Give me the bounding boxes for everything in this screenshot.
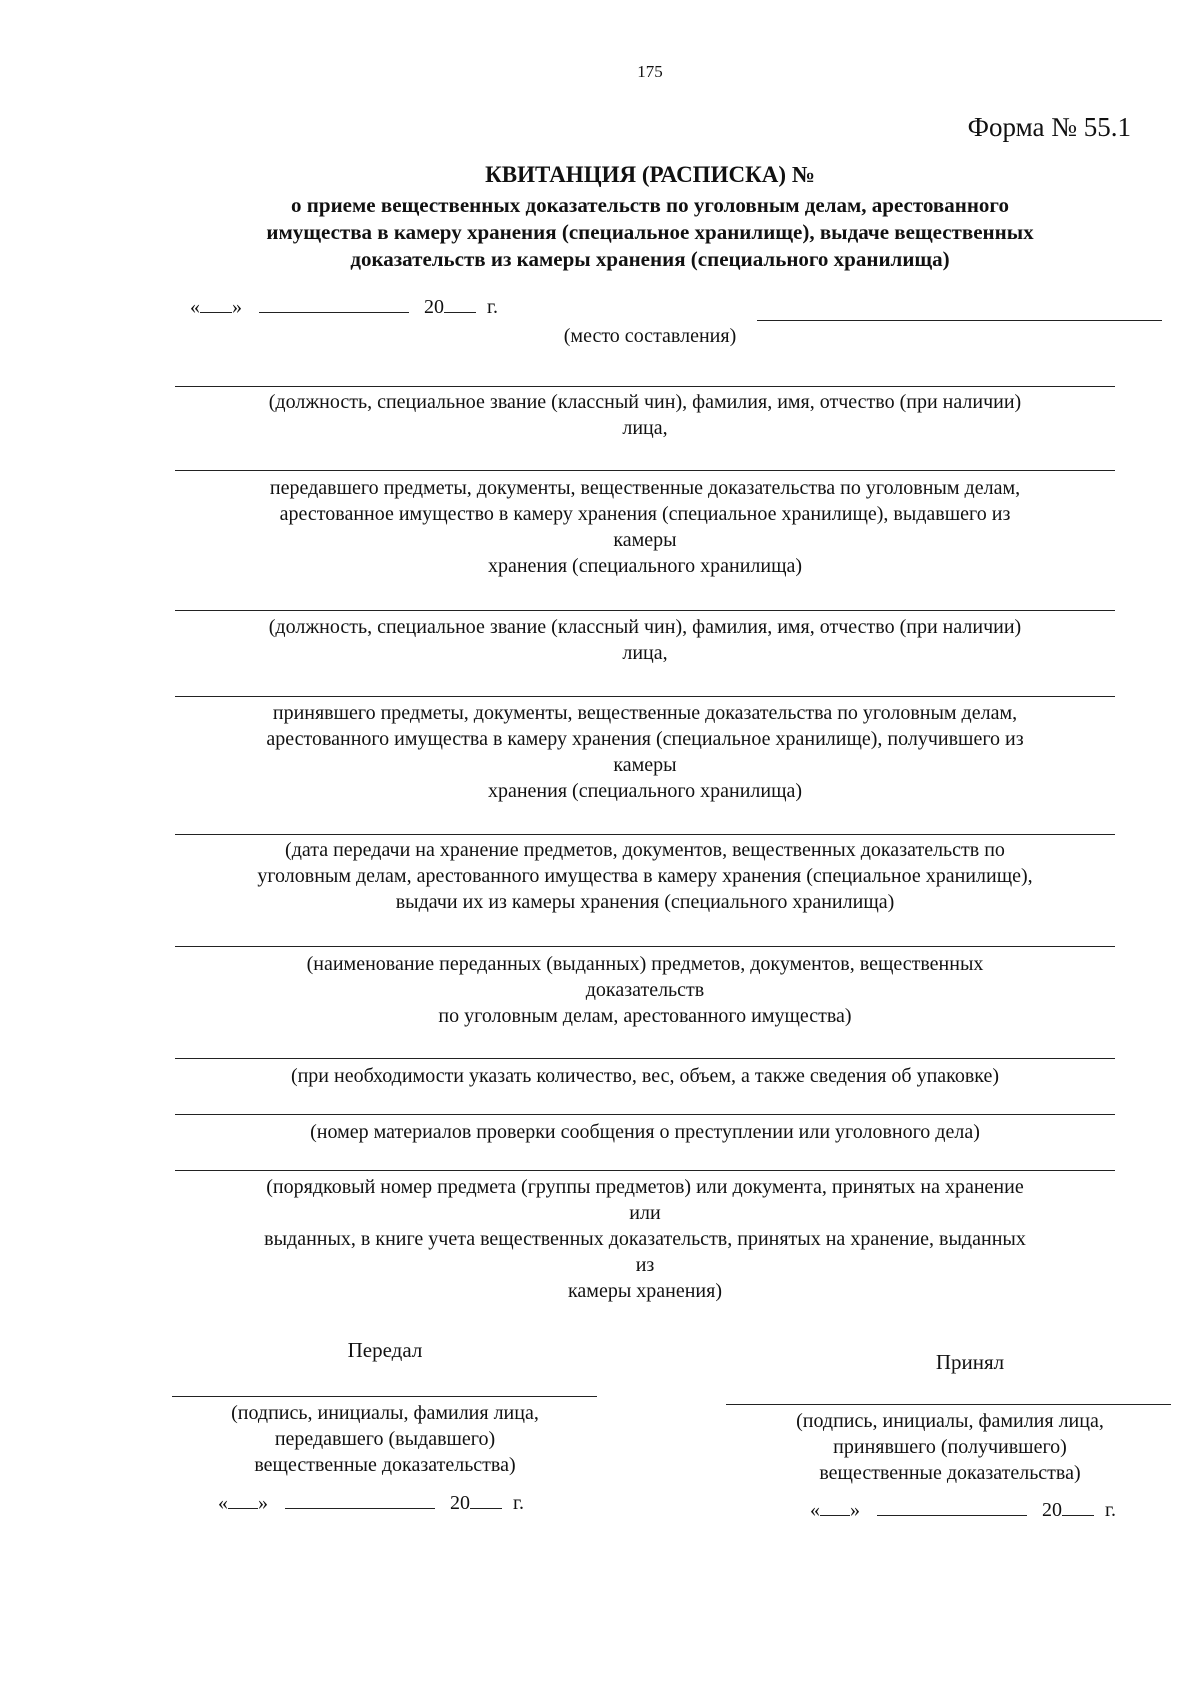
form-number: Форма № 55.1: [967, 112, 1131, 142]
field-caption: [145, 1174, 1145, 1304]
caption-line: из: [635, 1254, 655, 1276]
caption-line: (дата передачи на хранение предметов, документов, вещественных доказательств по: [285, 839, 1005, 861]
caption-line: передавшего предметы, документы, вещественные доказательства по уголовным делам,: [269, 477, 1021, 499]
caption-line: (подпись, инициалы, фамилия лица,: [231, 1402, 539, 1424]
sender-signature-title: Передал: [347, 1338, 423, 1362]
caption-line: камеры: [613, 529, 677, 551]
field-line[interactable]: [175, 386, 1115, 387]
caption-line: хранения (специального хранилища): [487, 780, 803, 802]
year-prefix: 20: [424, 296, 444, 318]
caption-line: лица,: [622, 642, 668, 664]
caption-line: (должность, специальное звание (классный чин), фамилия, имя, отчество (при наличии): [268, 391, 1022, 413]
year-blank[interactable]: [444, 294, 476, 313]
caption-line: камеры хранения): [568, 1280, 722, 1302]
month-blank[interactable]: [877, 1497, 1027, 1516]
caption-line: или: [629, 1202, 661, 1224]
field-caption: [145, 475, 1145, 579]
caption-line: по уголовным делам, арестованного имущества): [438, 1005, 852, 1027]
close-quote: »: [232, 296, 242, 318]
field-line[interactable]: [175, 696, 1115, 697]
caption-line: арестованное имущество в камеру хранения (специальное хранилище), выдавшего из: [279, 503, 1011, 525]
date-line: [190, 294, 498, 319]
receiver-signature-caption: [720, 1408, 1180, 1486]
field-caption: [145, 1119, 1145, 1145]
caption-line: (порядковый номер предмета (группы предметов) или документа, принятых на хранение: [266, 1176, 1024, 1198]
page-number: 175: [637, 62, 663, 81]
place-caption: (место составления): [563, 325, 737, 347]
year-suffix: г.: [1105, 1499, 1116, 1521]
field-line[interactable]: [175, 1114, 1115, 1115]
day-blank[interactable]: [820, 1497, 850, 1516]
caption-line: выданных, в книге учета вещественных доказательств, принятых на хранение, выданных: [264, 1228, 1026, 1250]
field-caption: [145, 700, 1145, 804]
sender-date-line: [218, 1490, 524, 1515]
caption-line: уголовным делам, арестованного имущества в камеру хранения (специальное хранилище),: [257, 865, 1033, 887]
year-blank[interactable]: [470, 1490, 502, 1509]
caption-line: доказательств: [585, 979, 705, 1001]
open-quote: «: [810, 1499, 820, 1521]
open-quote: «: [218, 1492, 228, 1514]
caption-line: (должность, специальное звание (классный чин), фамилия, имя, отчество (при наличии): [268, 616, 1022, 638]
caption-line: вещественные доказательства): [819, 1462, 1081, 1484]
place-blank[interactable]: [757, 320, 1162, 321]
year-suffix: г.: [513, 1492, 524, 1514]
document-subtitle: [150, 192, 1150, 273]
caption-line: (подпись, инициалы, фамилия лица,: [796, 1410, 1104, 1432]
year-blank[interactable]: [1062, 1497, 1094, 1516]
field-caption: [145, 837, 1145, 915]
field-line[interactable]: [175, 610, 1115, 611]
field-caption: [145, 1063, 1145, 1089]
caption-line: принявшего (получившего): [833, 1436, 1067, 1458]
open-quote: «: [190, 296, 200, 318]
day-blank[interactable]: [228, 1490, 258, 1509]
caption-line: передавшего (выдавшего): [274, 1428, 496, 1450]
month-blank[interactable]: [259, 294, 409, 313]
receiver-signature-title: Принял: [935, 1350, 1005, 1374]
year-suffix: г.: [487, 296, 498, 318]
month-blank[interactable]: [285, 1490, 435, 1509]
field-line[interactable]: [175, 470, 1115, 471]
field-caption: [145, 389, 1145, 441]
caption-line: хранения (специального хранилища): [487, 555, 803, 577]
field-line[interactable]: [175, 834, 1115, 835]
field-caption: [145, 951, 1145, 1029]
caption-line: выдачи их из камеры хранения (специального хранилища): [395, 891, 895, 913]
year-prefix: 20: [1042, 1499, 1062, 1521]
subtitle-line: о приеме вещественных доказательств по уголовным делам, арестованного: [291, 193, 1009, 217]
caption-line: (наименование переданных (выданных) предметов, документов, вещественных: [306, 953, 984, 975]
close-quote: »: [258, 1492, 268, 1514]
receiver-signature-line[interactable]: [726, 1404, 1171, 1405]
sender-signature-line[interactable]: [172, 1396, 597, 1397]
caption-line: лица,: [622, 417, 668, 439]
field-line[interactable]: [175, 1170, 1115, 1171]
caption-line: арестованного имущества в камеру хранения (специальное хранилище), получившего из: [266, 728, 1024, 750]
caption-line: вещественные доказательства): [254, 1454, 516, 1476]
field-line[interactable]: [175, 1058, 1115, 1059]
subtitle-line: доказательств из камеры хранения (специального хранилища): [350, 247, 950, 271]
close-quote: »: [850, 1499, 860, 1521]
field-caption: [145, 614, 1145, 666]
document-title: КВИТАНЦИЯ (РАСПИСКА) №: [485, 162, 815, 187]
caption-line: (номер материалов проверки сообщения о преступлении или уголовного дела): [310, 1121, 980, 1143]
field-line[interactable]: [175, 946, 1115, 947]
receiver-date-line: [810, 1497, 1116, 1522]
sender-signature-caption: [160, 1400, 610, 1478]
caption-line: принявшего предметы, документы, вещественные доказательства по уголовным делам,: [272, 702, 1018, 724]
subtitle-line: имущества в камеру хранения (специальное хранилище), выдаче вещественных: [266, 220, 1034, 244]
caption-line: (при необходимости указать количество, вес, объем, а также сведения об упаковке): [290, 1065, 1000, 1087]
day-blank[interactable]: [200, 294, 232, 313]
caption-line: камеры: [613, 754, 677, 776]
year-prefix: 20: [450, 1492, 470, 1514]
